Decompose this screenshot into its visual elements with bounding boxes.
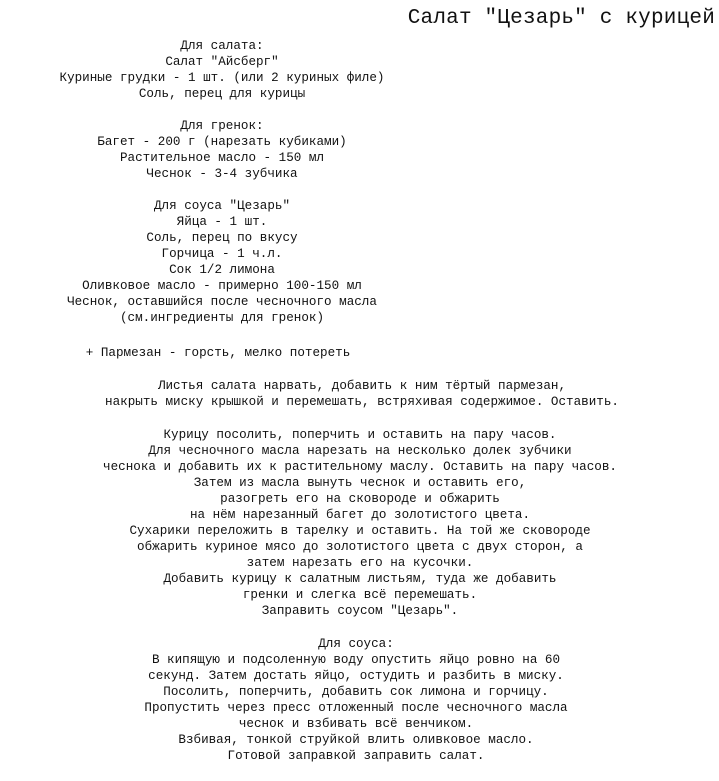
instruction-line: накрыть миску крышкой и перемешать, встряхивая содержимое. Оставить. (105, 395, 619, 409)
instruction-line: Заправить соусом "Цезарь". (261, 604, 459, 618)
instruction-line: Пропустить через пресс отложенный после чесночного масла (144, 701, 568, 715)
ingredient-line: Багет - 200 г (нарезать кубиками) (97, 135, 347, 149)
instruction-line: секунд. Затем достать яйцо, остудить и разбить в миску. (148, 669, 564, 683)
ingredient-line: Растительное масло - 150 мл (119, 151, 325, 165)
ingredient-line: Оливковое масло - примерно 100-150 мл (82, 279, 362, 293)
instruction-line: Курицу посолить, поперчить и оставить на пару часов. (163, 428, 557, 442)
instruction-line: Затем из масла вынуть чеснок и оставить его, (193, 476, 527, 490)
ingredient-line: Салат "Айсберг" (165, 55, 279, 69)
ingredient-line: Соль, перец для курицы (138, 87, 306, 101)
parmesan-line: + Пармезан - горсть, мелко потереть (85, 346, 351, 360)
instruction-line: чеснок и взбивать всё венчиком. (238, 717, 474, 731)
instruction-line: Взбивая, тонкой струйкой влить оливковое масло. (178, 733, 534, 747)
instruction-line: гренки и слегка всё перемешать. (242, 588, 478, 602)
ingredient-line: Куриные грудки - 1 шт. (или 2 куриных филе) (59, 71, 385, 85)
instruction-line: затем нарезать его на кусочки. (246, 556, 474, 570)
instruction-line: Листья салата нарвать, добавить к ним тёртый пармезан, (157, 379, 567, 393)
instruction-line: обжарить куриное мясо до золотистого цвета с двух сторон, а (137, 540, 583, 554)
ingredient-line: Чеснок - 3-4 зубчика (146, 167, 298, 181)
instruction-line: Посолить, поперчить, добавить сок лимона и горчицу. (163, 685, 549, 699)
instruction-line: чеснока и добавить их к растительному маслу. Оставить на пару часов. (103, 460, 617, 474)
ingredient-line: Чеснок, оставшийся после чесночного масла (67, 295, 377, 309)
sauce-method-heading: Для соуса: (318, 637, 394, 651)
instruction-line: Готовой заправкой заправить салат. (227, 749, 485, 763)
ingredient-line: Яйца - 1 шт. (176, 215, 268, 229)
page-title: Салат "Цезарь" с курицей (407, 7, 715, 30)
instruction-line: разогреть его на сковороде и обжарить (220, 492, 500, 506)
ingredient-line: Соль, перец по вкусу (146, 231, 298, 245)
instruction-line: В кипящую и подсоленную воду опустить яйцо ровно на 60 (151, 653, 561, 667)
ingredient-line: Горчица - 1 ч.л. (161, 247, 283, 261)
croutons-heading: Для гренок: (180, 119, 264, 133)
instruction-line: на нём нарезанный багет до золотистого цвета. (189, 508, 531, 522)
ingredient-line: Сок 1/2 лимона (169, 263, 275, 277)
instruction-line: Сухарики переложить в тарелку и оставить. На той же сковороде (129, 524, 591, 538)
salad-heading: Для салата: (180, 39, 264, 53)
instruction-line: Добавить курицу к салатным листьям, туда же добавить (163, 572, 557, 586)
instruction-line: Для чесночного масла нарезать на несколько долек зубчики (148, 444, 572, 458)
ingredient-line: (см.ингредиенты для гренок) (119, 311, 325, 325)
sauce-heading: Для соуса "Цезарь" (153, 199, 291, 213)
